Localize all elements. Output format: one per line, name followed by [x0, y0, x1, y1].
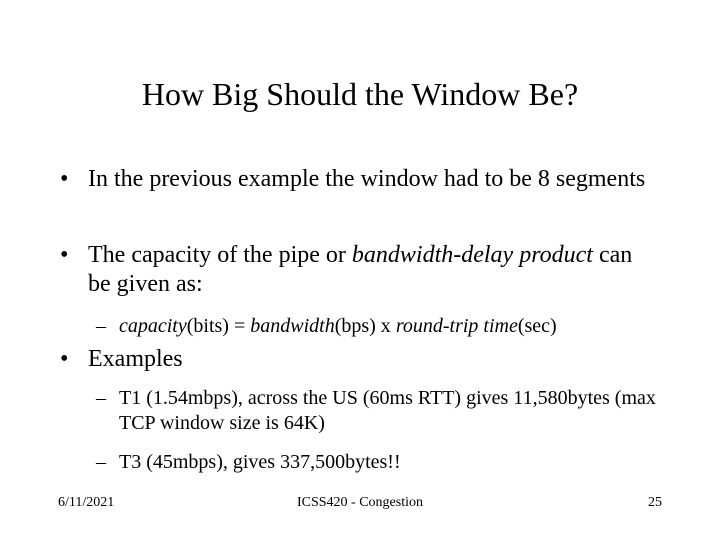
- slide-title: How Big Should the Window Be?: [141, 76, 579, 112]
- bullet-text-part: can be given as:: [88, 242, 633, 297]
- footer-page-number: 25: [648, 495, 662, 510]
- bullet-examples: [60, 345, 660, 374]
- bullet-text: Examples: [88, 346, 183, 372]
- bullet-text-emphasis: bandwidth-delay product: [351, 242, 593, 268]
- dash-icon: –: [96, 387, 106, 409]
- formula-unit: (sec): [517, 315, 557, 337]
- sub-bullet-t3: [96, 450, 676, 475]
- dash-icon: –: [96, 451, 106, 473]
- formula-unit: (bits) =: [186, 315, 251, 337]
- bullet-text: In the previous example the window had to be 8 segments: [88, 166, 646, 192]
- formula-term-rtt: round-trip time: [395, 315, 518, 337]
- bullet-text-part: The capacity of the pipe or: [88, 242, 352, 268]
- example-text: T1 (1.54mbps), across the US (60ms RTT) gives 11,580bytes (max TCP window size is 64K): [119, 387, 656, 434]
- bullet-icon: •: [60, 346, 69, 372]
- bullet-icon: •: [60, 242, 69, 268]
- dash-icon: –: [96, 315, 106, 337]
- bullet-previous-example: [60, 165, 660, 194]
- bullet-icon: •: [60, 166, 69, 192]
- sub-bullet-t1: [96, 386, 676, 436]
- formula-term-capacity: capacity: [119, 315, 187, 337]
- sub-bullet-formula: [96, 314, 676, 339]
- formula-term-bandwidth: bandwidth: [250, 315, 335, 337]
- bullet-capacity: [60, 241, 660, 299]
- bullet-text: [88, 241, 660, 299]
- footer-date: 6/11/2021: [58, 495, 115, 510]
- formula-text: [119, 314, 676, 339]
- footer-course: ICSS420 - Congestion: [296, 495, 423, 510]
- formula-unit: (bps) x: [334, 315, 396, 337]
- example-text: T3 (45mbps), gives 337,500bytes!!: [119, 451, 401, 473]
